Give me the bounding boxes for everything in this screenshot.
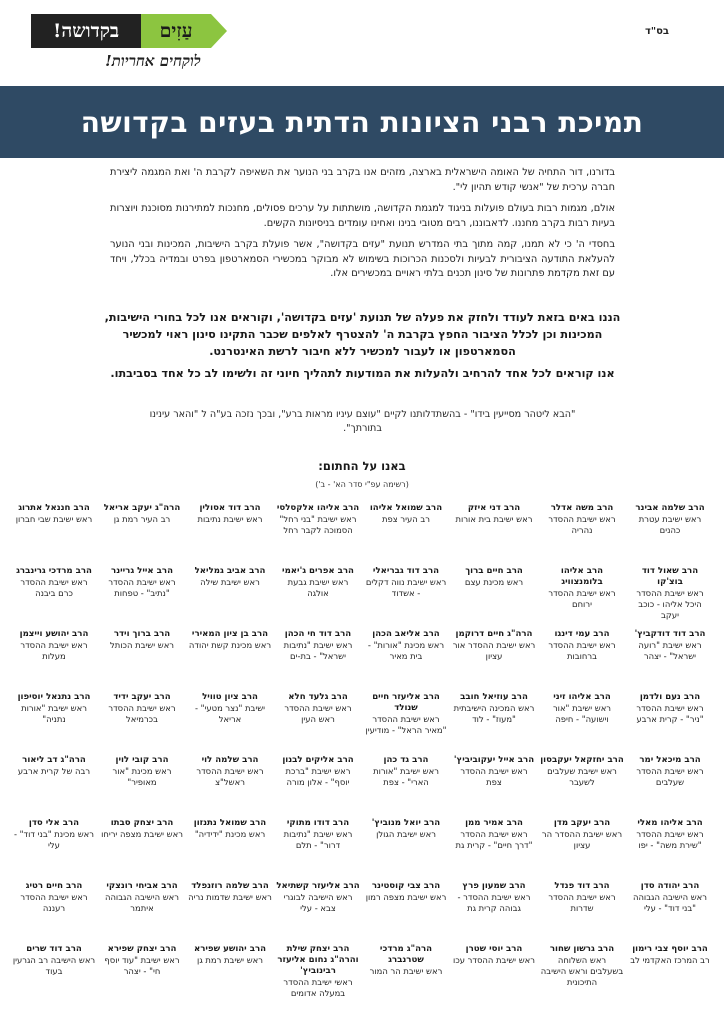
paragraph: בדורנו, דור התחיה של האומה הישראלית בארצה, מזהים אנו בקרב בני הנוער את השאיפה לקרבת ה' ואת המגמה ליצירת חברה ערכית של "אנשי קודש תהיון לי". bbox=[110, 167, 615, 193]
signer bbox=[274, 818, 362, 881]
signer-name: הרב אמיר ממן bbox=[465, 818, 523, 828]
signer bbox=[186, 629, 274, 692]
signer-name: הרה"ג חיים דרוקמן bbox=[455, 629, 533, 639]
signer-name: הרב מרדכי גרינברג bbox=[16, 566, 92, 576]
signer-name: הרב אליהו זיני bbox=[553, 692, 611, 702]
logo-dark-text: בקדושה! bbox=[31, 14, 141, 48]
signer-name: הרב ציון טוויל bbox=[202, 692, 258, 702]
signer bbox=[450, 692, 538, 755]
signer-role: ראש ישיבת ההסדר "שירת משה" - יפו bbox=[636, 829, 704, 850]
signer-name: הרב אביחי רונצקי bbox=[106, 881, 178, 891]
signer bbox=[362, 818, 450, 881]
signer-name: הרב דוד גבריאלי bbox=[372, 566, 440, 576]
signer bbox=[362, 755, 450, 818]
signer-role: ראש ישיבת רמת גן bbox=[197, 955, 263, 965]
signer-role: ראש ישיבת נווה דקלים - אשדוד bbox=[365, 577, 447, 598]
signer bbox=[626, 818, 714, 881]
signer bbox=[626, 944, 714, 1007]
signer-role: ראש ישיבת "רועה ישראל" - יצהר bbox=[638, 640, 702, 661]
signer bbox=[450, 629, 538, 692]
signer-name: הרב ברוך וידר bbox=[113, 629, 171, 639]
signer-name: הרב דוד חי הכהן bbox=[284, 629, 352, 639]
signer-role: ראש ישיבת ההסדר אור עציון bbox=[452, 640, 536, 661]
signer-name: הרה"ג יעקב אריאל bbox=[103, 503, 181, 513]
signer-role: ראש ישיבת ההסדר שדרות bbox=[548, 892, 616, 913]
signer-name: הרב אליהו מאלי bbox=[637, 818, 703, 828]
signer-name: הרב אלי סדן bbox=[28, 818, 80, 828]
signer bbox=[538, 692, 626, 755]
signer bbox=[450, 881, 538, 944]
signer-name: הרב גד כהן bbox=[383, 755, 429, 765]
intro-text bbox=[110, 166, 615, 289]
signer-name: הרה"ג דב ליאור bbox=[22, 755, 86, 765]
signer bbox=[98, 944, 186, 1007]
signer-name: הרב יוסף צבי רימון bbox=[632, 944, 708, 954]
signer-name: הרב חיים רטיג bbox=[25, 881, 83, 891]
signer-name: הרב שאול דוד בוצ'קו bbox=[641, 566, 699, 587]
signer-name: הרב דוד שרים bbox=[26, 944, 82, 954]
signer-role: ראש מכינת "אור מאופיר" bbox=[112, 766, 172, 787]
signer-name: הרב יהושע וייצמן bbox=[19, 629, 89, 639]
signer-name: הרב יהושע שפירא bbox=[193, 944, 267, 954]
signer bbox=[362, 503, 450, 566]
signer-name: הרב אליהו בלומנצוויג bbox=[560, 566, 604, 587]
signer-name: הרב יצחק שילת והרה"ג נחום אליעזר רבינוביץ' bbox=[277, 944, 359, 976]
signer-role: ראש מכינת עצם bbox=[464, 577, 524, 587]
signer-role: ראש ישיבת "נתיבות ישראל" - בת-ים bbox=[283, 640, 353, 661]
signer-name: הרב דוד פנדל bbox=[554, 881, 610, 891]
signer-role: ראש ישיבת ההסדר "מאיר הראל" - מודיעין bbox=[365, 714, 447, 735]
signer bbox=[98, 566, 186, 629]
signer-role: ראש ישיבת "נתיבות דרור" - תלם bbox=[283, 829, 353, 850]
signer bbox=[98, 755, 186, 818]
signer bbox=[274, 692, 362, 755]
logo-green-text: עַזִים bbox=[141, 14, 211, 48]
signer-name: הרב אייל גריינר bbox=[111, 566, 173, 576]
signer bbox=[10, 755, 98, 818]
signer bbox=[450, 566, 538, 629]
signer bbox=[274, 566, 362, 629]
paragraph: אולם, מגמות רבות בעולם פועלות בניגוד למגמת הקדושה, מושתתות על ערכים פסולים, מחנכות למתירנות מסוכנת ויוצרות בעיות רבות בקרב מחננו. לדאבוננו, רבים מטובי בנינו ואחינו עומדים בניסיונות הקשים. bbox=[110, 203, 615, 229]
signer bbox=[98, 629, 186, 692]
signer-role: ראש ישיבת ההסדר צפת bbox=[460, 766, 528, 787]
signer bbox=[274, 629, 362, 692]
signer bbox=[362, 881, 450, 944]
signer-name: הרב קובי לוין bbox=[115, 755, 169, 765]
signer-name: הרב אליהו אלקסלסי bbox=[276, 503, 360, 513]
signer-name: הרב נתנאל יוסיפון bbox=[17, 692, 91, 702]
signer bbox=[10, 692, 98, 755]
signer-name: הרה"ג מרדכי שטרנברג bbox=[379, 944, 433, 965]
signer bbox=[538, 755, 626, 818]
signer bbox=[626, 692, 714, 755]
signer bbox=[98, 881, 186, 944]
signer-role: ראש ישיבת הכותל bbox=[109, 640, 175, 650]
signer bbox=[10, 503, 98, 566]
signer-role: ראש הישיבה הגבוהה איתמר bbox=[104, 892, 180, 913]
signer bbox=[10, 566, 98, 629]
signer-role: ראש ישיבת "ברכת יוסף" - אלון מורה bbox=[285, 766, 351, 787]
call-to-action bbox=[95, 309, 630, 387]
signer-role: ראש ישיבת נתיבות bbox=[197, 514, 263, 524]
signer-role: ראש השלוחה בשעלבים וראש הישיבה התיכונית bbox=[540, 955, 624, 987]
signer-role: ראש ישיבת ההסדר היכל אליהו - כוכב יעקב bbox=[636, 588, 704, 620]
call-paragraph: אנו קוראים לכל אחד להרחיב ולהעלות את המודעות לתהליך חיוני זה ולשימו לב כל אחד בסביבתו. bbox=[110, 367, 615, 380]
signer-role: ראש ישיבת ההסדר "ניר" - קרית ארבע bbox=[636, 703, 704, 724]
signer-name: הרב גלעד חלא bbox=[288, 692, 348, 702]
signer bbox=[362, 944, 450, 1007]
signer-role: ראש ישיבת ההסדר מעלות bbox=[20, 640, 88, 661]
signer-role: ראשי ישיבת ההסדר במעלה אדומים bbox=[283, 977, 353, 998]
signer-role: ראש ישיבת ההסדר "דרך חיים" - קרית גת bbox=[455, 829, 533, 850]
signer-name: הרב חיים ברוך bbox=[465, 566, 523, 576]
signer-role: ראש ישיבת הגולן bbox=[376, 829, 436, 839]
signer bbox=[98, 818, 186, 881]
paragraph: בחסדי ה' כי לא תמנו, קמה מתוך בתי המדרש תנועת "עזים בקדושה", אשר פועלת בקרב הישיבות, המכינות ובני הנוער להעלאת התודעה הציבורית לבעיות ולסכנות הכרוכות בשימוש לא מבוקר במכשירי הסמארטפון בפרט ובמדיה בכלל, ויחד עם זאת מקדמת פתרונות של סינון תכנים בלתי ראויים במכשירים אלו. bbox=[110, 239, 615, 279]
signer bbox=[626, 755, 714, 818]
signer-role: ראש ישיבת ההסדר הר עציון bbox=[541, 829, 623, 850]
signer-role: ראש ישיבת שדמות נריה bbox=[188, 892, 272, 902]
signer-role: ראש ישיבת עטרת כהנים bbox=[638, 514, 702, 535]
signer bbox=[362, 566, 450, 629]
signer-role: ראש ישיבת "אור וישועה" - חיפה bbox=[552, 703, 612, 724]
signer-name: הרב מיכאל ימר bbox=[639, 755, 701, 765]
signer-role: רב העיר רמת גן bbox=[113, 514, 171, 524]
signer-name: הרב אייל יעקוביביץ' bbox=[453, 755, 535, 765]
signer-name: הרב שמואל נתנזון bbox=[193, 818, 267, 828]
signer bbox=[186, 503, 274, 566]
signer bbox=[274, 503, 362, 566]
signatures-heading: באנו על החתום: bbox=[318, 459, 406, 473]
signer-role: ראש ישיבת "בני רחל" הסמוכה לקבר רחל bbox=[279, 514, 357, 535]
signer-role: ראש ישיבת מצפה יריחו bbox=[101, 829, 183, 839]
signer bbox=[274, 944, 362, 1007]
signer bbox=[538, 818, 626, 881]
signers-grid bbox=[10, 503, 714, 1007]
signer-name: הרב יהודה סדן bbox=[640, 881, 700, 891]
signer bbox=[10, 881, 98, 944]
signer-role: ראש ישיבת ההסדר ראשל"צ bbox=[196, 766, 264, 787]
signer-name: הרב אליעזר חיים שנולד bbox=[372, 692, 440, 713]
signer-role: רב המרכז האקדמי לב bbox=[630, 955, 710, 965]
signer-name: הרב אליעזר קשתיאל bbox=[276, 881, 360, 891]
signer bbox=[10, 818, 98, 881]
signer bbox=[450, 818, 538, 881]
signer-name: הרב יצחק סבתו bbox=[110, 818, 174, 828]
signer-role: ראש ישיבת "עוד יוסף חי" - יצהר bbox=[104, 955, 180, 976]
signer-role: ראש ישיבת שילה bbox=[200, 577, 260, 587]
signer bbox=[186, 566, 274, 629]
signer-role: ראש ישיבת מצפה רמון bbox=[365, 892, 447, 902]
signer-role: ראש ישיבת ההסדר נהריה bbox=[548, 514, 616, 535]
signer bbox=[450, 755, 538, 818]
signer-name: הרב שלמה אבינר bbox=[635, 503, 705, 513]
logo-arrow-icon bbox=[211, 14, 227, 48]
signer-role: ראש הישיבה הגבוהה "בני דוד" - עלי bbox=[632, 892, 708, 913]
signer-name: הרב יצחק שפירא bbox=[107, 944, 177, 954]
signer-name: הרב גרשון שחור bbox=[549, 944, 615, 954]
signer-role: רבה של קרית ארבע bbox=[17, 766, 91, 776]
signer-role: ראש הישיבה רב הגרעין בעוד bbox=[12, 955, 96, 976]
signer-role: ראש ישיבת ההסדר - גבוהה קרית גת bbox=[457, 892, 531, 913]
signer bbox=[186, 944, 274, 1007]
signer-role: ראש ישיבת "אורות נתניה" bbox=[21, 703, 87, 724]
signer bbox=[98, 503, 186, 566]
title-banner bbox=[0, 86, 724, 158]
signer-name: הרב שמעון פרץ bbox=[462, 881, 526, 891]
signer bbox=[362, 692, 450, 755]
signer-role: ראש ישיבת ההסדר "נתיב" - טפחות bbox=[108, 577, 176, 598]
signer-name: הרב שלמה לוי bbox=[201, 755, 259, 765]
signer bbox=[186, 881, 274, 944]
signer-name: הרב דוד אסולין bbox=[199, 503, 261, 513]
signer-name: הרב דודו מתוקי bbox=[286, 818, 350, 828]
signer-role: ראש ישיבת ההסדר בכרמיאל bbox=[108, 703, 176, 724]
signer-role: ישיבת "נצר מטעי" - אריאל bbox=[194, 703, 266, 724]
signer-name: הרב יואל מנוביץ' bbox=[371, 818, 441, 828]
signer-name: הרב יעקב מדן bbox=[553, 818, 611, 828]
signer-role: ראש הישיבה לבוגרי צבא - עלי bbox=[283, 892, 353, 913]
signer bbox=[626, 629, 714, 692]
signer-name: הרב בן ציון המאירי bbox=[191, 629, 269, 639]
signer bbox=[626, 503, 714, 566]
signer-name: הרב דני איזק bbox=[467, 503, 521, 513]
signer bbox=[538, 881, 626, 944]
signer bbox=[10, 944, 98, 1007]
signer-name: הרב צבי קוסטינר bbox=[371, 881, 441, 891]
signer bbox=[626, 566, 714, 629]
signer-role: ראש ישיבת ההסדר רעננה bbox=[20, 892, 88, 913]
logo-bar bbox=[31, 14, 227, 48]
signer bbox=[362, 629, 450, 692]
signer-role: ראש מכינת "בני דוד" - עלי bbox=[14, 829, 94, 850]
signer-role: ראש ישיבת ההסדר עכו bbox=[453, 955, 535, 965]
signer-role: ראש מכינת "אורות" - בית מאיר bbox=[367, 640, 445, 661]
signer-role: ראש ישיבת שעלבים לשעבר bbox=[547, 766, 617, 787]
signer-role: רב העיר צפת bbox=[382, 514, 430, 524]
signer-role: ראש מכינת קשת יהודה bbox=[188, 640, 272, 650]
signer-role: ראש ישיבת ההסדר שעלבים bbox=[636, 766, 704, 787]
signer bbox=[186, 818, 274, 881]
signer-role: ראש ישיבת ההסדר ראש העין bbox=[284, 703, 352, 724]
signer bbox=[186, 692, 274, 755]
signer-name: הרב אפרים ג'יאמי bbox=[282, 566, 354, 576]
logo-tagline: לוקחים אחריות! bbox=[105, 52, 201, 70]
signer-name: הרב נעם ולדמן bbox=[639, 692, 701, 702]
signer-name: הרב דוד דודקביץ' bbox=[634, 629, 706, 639]
page-title: תמיכת רבני הציונות הדתית בעזים בקדושה bbox=[80, 105, 644, 139]
signer bbox=[538, 629, 626, 692]
signer bbox=[538, 944, 626, 1007]
signatures-note: (רשימה עפ"י סדר הא' - ב') bbox=[315, 480, 409, 489]
signer bbox=[626, 881, 714, 944]
signer-role: ראש ישיבת ההסדר ברחובות bbox=[548, 640, 616, 661]
signer-name: הרב חננאל אתרוג bbox=[18, 503, 90, 513]
signer bbox=[538, 566, 626, 629]
signer-name: הרב אליקים לבנון bbox=[282, 755, 354, 765]
signer-role: ראש ישיבת ההסדר כרם ביבנה bbox=[20, 577, 88, 598]
signer bbox=[274, 755, 362, 818]
signer-name: הרב אליאב הכהן bbox=[372, 629, 440, 639]
signer bbox=[98, 692, 186, 755]
call-paragraph: הננו באים בזאת לעודד ולחזק את פעלה של תנועת 'עזים בקדושה', וקוראים אנו לכל בחורי הישיבות, המכינות וכן לכלל הציבור החפץ בקרבת ה' להצטרף לאלפים שכבר התקינו סינון ראוי למכשיר הסמארטפון או לעבור למכשיר ללא חיבור לרשת האינטרנט. bbox=[104, 311, 621, 358]
bsd-mark: בס"ד bbox=[645, 26, 669, 37]
signer-role: ראש ישיבת "אורות הארי" - צפת bbox=[373, 766, 439, 787]
signer bbox=[186, 755, 274, 818]
signer-role: ראש מכינת "ידידיה" bbox=[194, 829, 266, 839]
signer bbox=[450, 944, 538, 1007]
signer-name: הרב משה אדלר bbox=[550, 503, 614, 513]
signer bbox=[274, 881, 362, 944]
signer-role: ראש ישיבת גבעת אולגה bbox=[287, 577, 349, 598]
signer-name: הרב אביב גמליאל bbox=[194, 566, 266, 576]
signer-name: הרב שלמה רוזנפלד bbox=[191, 881, 269, 891]
signer-name: הרב שמואל אליהו bbox=[369, 503, 443, 513]
signer bbox=[538, 503, 626, 566]
signer-name: הרב יוסי שטרן bbox=[465, 944, 523, 954]
signer-name: הרב יעקב ידיד bbox=[113, 692, 171, 702]
signer-role: ראש ישיבת ההסדר ירוחם bbox=[548, 588, 616, 609]
signer-role: ראש ישיבת שבי חברון bbox=[15, 514, 93, 524]
logo bbox=[31, 14, 227, 84]
signer-name: הרב יחזקאל יעקבסון bbox=[540, 755, 624, 765]
signer-role: ראש ישיבת הר המור bbox=[369, 966, 443, 976]
signer-name: הרב עוזיאל חובב bbox=[460, 692, 528, 702]
signer bbox=[450, 503, 538, 566]
signer-role: ראש המכינה הישיבתית "מעוז" - לוד bbox=[453, 703, 535, 724]
quote: "הבא ליטהר מסייעין בידו" - בהשתדלותנו לקיים "עוצם עיניו מראות ברע", ובכך נזכה בע"ה ל "והאר עינינו בתורתך". bbox=[149, 409, 576, 434]
signer bbox=[10, 629, 98, 692]
signer-name: הרב עמי דינגו bbox=[554, 629, 610, 639]
signer-role: ראש ישיבת בית אורות bbox=[455, 514, 533, 524]
